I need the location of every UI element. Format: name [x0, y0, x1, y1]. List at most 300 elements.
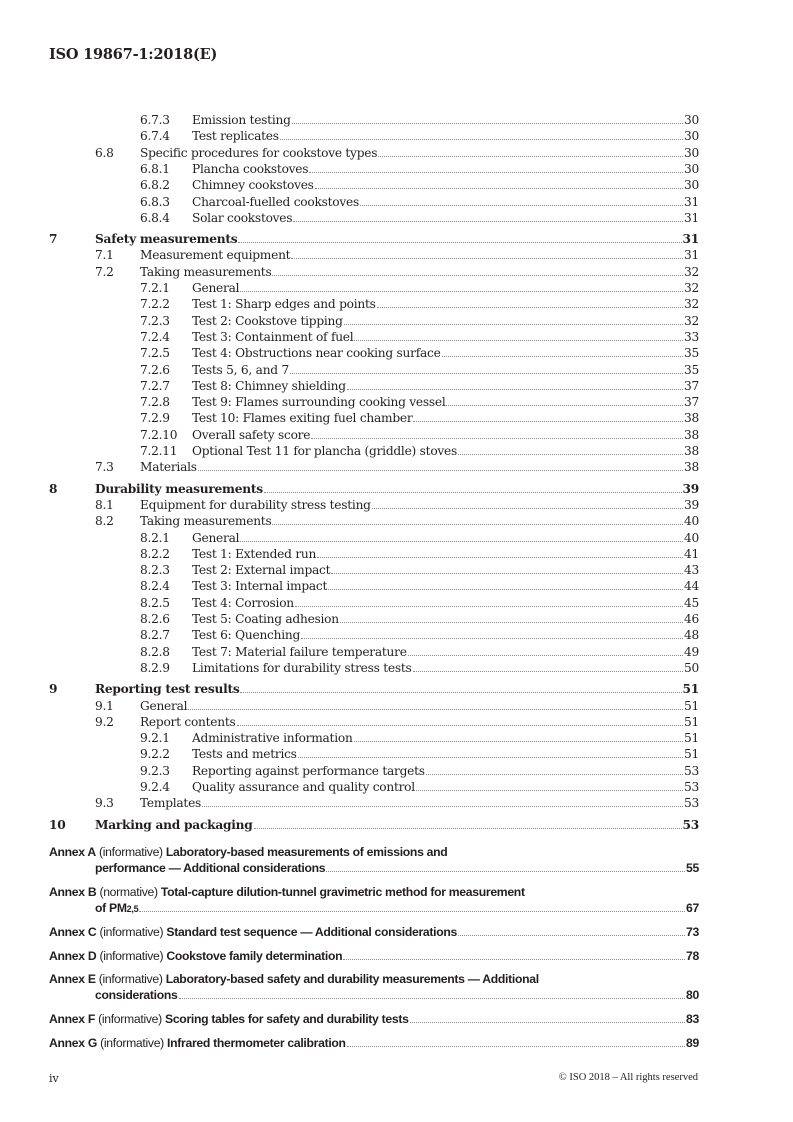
toc-entry-title-line: [95, 481, 699, 497]
toc-entry-number: 7.2.6: [140, 362, 170, 377]
toc-entry-page: 43: [683, 563, 699, 578]
toc-entry-page: 32: [683, 297, 699, 312]
toc-entry-number: 6.8.1: [140, 161, 170, 176]
toc-entry[interactable]: [49, 177, 699, 193]
toc-entry-title-line: [140, 497, 699, 513]
annex-title-continued[interactable]: performance — Additional considerations: [95, 861, 326, 875]
toc-entry-page: 46: [683, 612, 699, 626]
toc-entry-number: 7.2.10: [140, 427, 178, 442]
toc-entry-number: 9.3: [95, 796, 114, 811]
toc-entry-number: 9.2.4: [140, 780, 170, 794]
annex-title[interactable]: Standard test sequence — Additional considerations: [166, 925, 458, 939]
toc-entry-page: 44: [683, 579, 699, 594]
toc-entry-page: 51: [683, 747, 699, 762]
toc-entry-number: 8.2.9: [140, 660, 170, 675]
toc-entry-number: 9.2: [95, 714, 114, 729]
toc-entry-title-line: [140, 459, 699, 475]
annex-kind: (informative): [100, 1036, 164, 1050]
dot-leader: [416, 779, 683, 791]
annex-label: Annex F: [49, 1012, 95, 1026]
toc-entry-title-line: [95, 817, 699, 833]
annex-title[interactable]: Total-capture dilution-tunnel gravimetric method for measurement: [160, 885, 525, 899]
toc-entry-title[interactable]: Durability measurements: [95, 481, 263, 496]
dot-leader: [458, 924, 685, 936]
dot-leader: [295, 595, 683, 607]
toc-entry-title-line: [192, 161, 699, 177]
dot-leader: [139, 900, 685, 912]
annex-kind: (informative): [99, 925, 164, 939]
toc-entry[interactable]: [49, 231, 699, 247]
toc-entry-title[interactable]: Marking and packaging: [95, 817, 253, 832]
toc-entry-page: 48: [683, 628, 699, 643]
toc-entry[interactable]: [49, 611, 699, 627]
dot-leader: [293, 210, 683, 222]
toc-entry[interactable]: [49, 644, 699, 660]
toc-entry-number: 6.8.3: [140, 194, 170, 209]
toc-entry-number: 7.2.11: [140, 444, 178, 458]
toc-entry-number: 10: [49, 817, 66, 832]
toc-entry[interactable]: [49, 627, 699, 643]
annex-entry[interactable]: [49, 884, 699, 916]
toc-entry-title-line: [192, 128, 699, 144]
dot-leader: [264, 481, 682, 493]
toc-entry-title[interactable]: Optional Test 11 for plancha (griddle) stoves: [192, 444, 458, 458]
annex-entry[interactable]: [49, 924, 699, 940]
toc-entry-number: 7.2.1: [140, 281, 170, 295]
annex-label: Annex A: [49, 845, 96, 859]
toc-entry-title-line: [192, 177, 699, 193]
toc-entry-page: 38: [683, 411, 699, 426]
toc-entry-page: 50: [683, 660, 699, 675]
toc-entry[interactable]: [49, 779, 699, 795]
dot-leader: [354, 730, 683, 742]
toc-entry-title[interactable]: Overall safety score: [192, 427, 311, 442]
toc-entry-number: 6.7.3: [140, 113, 170, 127]
dot-leader: [377, 296, 683, 308]
toc-entry-number: 7.2.8: [140, 395, 170, 410]
dot-leader: [188, 698, 683, 710]
annex-heading: [49, 924, 457, 940]
toc-entry-page: 37: [683, 378, 699, 393]
toc-entry[interactable]: [49, 730, 699, 746]
toc-entry-page: 38: [683, 427, 699, 442]
toc-entry-title-line: [192, 530, 699, 546]
toc-entry-page: 35: [683, 362, 699, 377]
toc-entry-title[interactable]: Test 10: Flames exiting fuel chamber: [192, 411, 413, 426]
toc-entry-title[interactable]: Test replicates: [192, 129, 279, 144]
toc-entry-page: 51: [683, 731, 699, 746]
toc-entry-page: 30: [683, 145, 699, 160]
dot-leader: [331, 562, 683, 574]
toc-entry[interactable]: [49, 698, 699, 714]
dot-leader: [301, 627, 683, 639]
toc-entry[interactable]: [49, 264, 699, 280]
toc-entry-title[interactable]: Test 8: Chimney shielding: [192, 378, 346, 393]
toc-entry[interactable]: [49, 296, 699, 312]
annex-title[interactable]: Cookstove family determination: [166, 949, 343, 963]
toc-entry-number: 7: [49, 232, 58, 247]
toc-entry-title[interactable]: Report contents: [140, 714, 236, 729]
annex-title[interactable]: Laboratory-based measurements of emissions and: [165, 845, 448, 859]
toc-entry-title[interactable]: Templates: [140, 796, 202, 811]
toc-entry-page: 35: [683, 346, 699, 361]
toc-entry[interactable]: [49, 660, 699, 676]
toc-entry-title-line: [192, 313, 699, 329]
toc-entry[interactable]: [49, 443, 699, 459]
toc-entry-number: 9.1: [95, 698, 114, 713]
toc-entry-title-line: [140, 247, 699, 263]
toc-entry-page: 49: [683, 644, 699, 659]
toc-entry-number: 8.2.1: [140, 530, 170, 545]
toc-entry-number: 6.8.2: [140, 178, 170, 193]
toc-entry-title[interactable]: Safety measurements: [95, 232, 238, 247]
toc-entry-title[interactable]: Specific procedures for cookstove types: [140, 145, 378, 160]
annex-title-line: [49, 884, 699, 900]
toc-entry-page: 30: [683, 161, 699, 176]
dot-leader: [413, 660, 683, 672]
toc-entry[interactable]: [49, 410, 699, 426]
dot-leader: [311, 427, 683, 439]
dot-leader: [240, 681, 681, 693]
toc-entry-title-line: [192, 611, 699, 627]
toc-entry-title[interactable]: Materials: [140, 460, 197, 475]
dot-leader: [179, 987, 686, 999]
annex-kind: (informative): [99, 949, 164, 963]
toc-entry-title-line: [140, 714, 699, 730]
toc-entry-number: 8.2.4: [140, 579, 170, 594]
toc-entry[interactable]: [49, 128, 699, 144]
toc-entry-title-line: [140, 513, 699, 529]
dot-leader: [344, 313, 683, 325]
toc-entry[interactable]: [49, 362, 699, 378]
dot-leader: [292, 112, 683, 124]
toc-entry[interactable]: [49, 530, 699, 546]
toc-entry[interactable]: [49, 681, 699, 697]
toc-entry[interactable]: [49, 394, 699, 410]
toc-entry-title[interactable]: General: [192, 281, 240, 295]
toc-entry-number: 9.2.3: [140, 763, 170, 778]
annex-entry[interactable]: [49, 1035, 699, 1051]
dot-leader: [290, 362, 683, 374]
toc-entry-title-line: [192, 627, 699, 643]
toc-entry-page: 30: [683, 178, 699, 193]
toc-entry[interactable]: [49, 578, 699, 594]
toc-entry-page: 51: [683, 714, 699, 729]
toc-entry-title[interactable]: Test 4: Obstructions near cooking surface: [192, 346, 441, 361]
toc-entry-title[interactable]: Administrative information: [192, 731, 353, 746]
annex-label: Annex D: [49, 949, 97, 963]
toc-entry-page: 53: [683, 796, 699, 811]
toc-entry[interactable]: [49, 427, 699, 443]
toc-entry-title[interactable]: Quality assurance and quality control: [192, 780, 415, 794]
dot-leader: [272, 513, 683, 525]
toc-entry-page: 37: [683, 395, 699, 410]
dot-leader: [254, 817, 682, 829]
annex-label: Annex C: [49, 925, 97, 939]
toc-entry[interactable]: [49, 562, 699, 578]
dot-leader: [298, 746, 683, 758]
annex-entry[interactable]: [49, 948, 699, 964]
toc-entry-number: 7.2.4: [140, 329, 170, 344]
toc-entry-page: 32: [683, 264, 699, 279]
toc-entry-page: 53: [683, 780, 699, 794]
toc-entry[interactable]: [49, 329, 699, 345]
toc-entry-title-line: [192, 112, 699, 128]
annex-page: 67: [686, 901, 699, 915]
annex-title-line: [49, 844, 699, 860]
dot-leader: [426, 763, 683, 775]
toc-entry-number: 6.7.4: [140, 129, 170, 144]
toc-entry-number: 8.2.6: [140, 612, 170, 626]
toc-entry-number: 8.2.2: [140, 546, 170, 561]
toc-entry-title[interactable]: Plancha cookstoves: [192, 161, 309, 176]
dot-leader: [446, 394, 683, 406]
toc-entry-page: 32: [683, 281, 699, 295]
toc-entry[interactable]: [49, 345, 699, 361]
toc-entry-number: 7.2.7: [140, 378, 170, 393]
annex-label: Annex G: [49, 1036, 98, 1050]
toc-entry-title-line: [192, 427, 699, 443]
dot-leader: [309, 161, 683, 173]
dot-leader: [202, 795, 683, 807]
toc-entry[interactable]: [49, 795, 699, 811]
toc-entry[interactable]: [49, 714, 699, 730]
toc-entry-title[interactable]: Test 3: Internal impact: [192, 579, 328, 594]
toc-entry-number: 8.2.7: [140, 628, 170, 643]
toc-entry-title[interactable]: General: [192, 530, 240, 545]
toc-entry-page: 39: [682, 481, 699, 496]
toc-entry-number: 7.3: [95, 460, 114, 475]
toc-entry[interactable]: [49, 746, 699, 762]
annex-title-continuation: of PM 2,5 67: [95, 901, 699, 915]
annex-page: 55: [686, 861, 699, 875]
dot-leader: [343, 948, 685, 960]
dot-leader: [240, 530, 683, 542]
toc-entry-page: 40: [683, 514, 699, 529]
annex-heading: [49, 1011, 409, 1027]
dot-leader: [354, 329, 683, 341]
annex-title[interactable]: Scoring tables for safety and durability tests: [165, 1012, 409, 1026]
dot-leader: [272, 264, 683, 276]
toc-entry-title-line: [192, 595, 699, 611]
toc-entry-title-line: [192, 296, 699, 312]
toc-entry[interactable]: [49, 194, 699, 210]
annex-heading: [49, 948, 342, 964]
toc-entry-number: 9: [49, 682, 58, 697]
toc-entry-title-line: [192, 280, 699, 296]
toc-entry-number: 8.2.5: [140, 595, 170, 610]
toc-entry-page: 31: [682, 232, 699, 247]
annex-kind: (informative): [98, 1012, 162, 1026]
toc-entry-page: 45: [683, 595, 699, 610]
annex-title[interactable]: Laboratory-based safety and durability measurements — Additional: [165, 972, 539, 986]
toc-entry-title-line: [192, 746, 699, 762]
dot-leader: [238, 231, 681, 243]
toc-entry-title[interactable]: Test 2: Cookstove tipping: [192, 313, 343, 328]
toc-entry-title-line: [192, 546, 699, 562]
annex-kind: (normative): [99, 885, 158, 899]
annex-title-continued[interactable]: of PM: [95, 901, 127, 915]
toc-entry-title[interactable]: Measurement equipment: [140, 248, 291, 263]
annex-title-line: [49, 971, 699, 987]
toc-entry-title[interactable]: Equipment for durability stress testing: [140, 497, 371, 512]
toc-entry[interactable]: [49, 459, 699, 475]
toc-entry-title-line: [192, 210, 699, 226]
toc-entry-number: 7.1: [95, 248, 114, 263]
annex-entry[interactable]: [49, 1011, 699, 1027]
dot-leader: [347, 1035, 685, 1047]
annex-title-line: [49, 1035, 699, 1051]
dot-leader: [408, 644, 683, 656]
annex-title-line: [49, 924, 699, 940]
toc-entry-number: 6.8.4: [140, 210, 170, 225]
toc-entry-page: 38: [683, 444, 699, 458]
dot-leader: [280, 128, 683, 140]
toc-entry[interactable]: [49, 280, 699, 296]
toc-entry-title[interactable]: Charcoal-fuelled cookstoves: [192, 194, 359, 209]
toc-entry-title-line: [192, 410, 699, 426]
toc-entry-title-line: [95, 231, 699, 247]
toc-entry[interactable]: [49, 763, 699, 779]
annex-page: 83: [686, 1012, 699, 1026]
toc-entry-number: 9.2.2: [140, 747, 170, 762]
annex-kind: (informative): [98, 845, 163, 859]
annex-entry[interactable]: [49, 971, 699, 1003]
toc-entry-title[interactable]: Test 3: Containment of fuel: [192, 329, 354, 344]
toc-entry-page: 41: [683, 546, 699, 561]
dot-leader: [372, 497, 683, 509]
dot-leader: [442, 345, 683, 357]
toc-entry-page: 31: [683, 210, 699, 225]
toc-entry-title-line: [192, 378, 699, 394]
annex-label: Annex B: [49, 885, 97, 899]
toc-entry-title-line: [192, 345, 699, 361]
annex-title-continued[interactable]: considerations: [95, 988, 178, 1002]
toc-entry-title-line: [140, 795, 699, 811]
toc-entry-page: 33: [683, 329, 699, 344]
toc-entry-number: 8.2.3: [140, 563, 170, 578]
toc-entry-page: 30: [683, 129, 699, 144]
footer-page-number: iv: [49, 1072, 59, 1085]
toc-entry-page: 38: [683, 460, 699, 475]
toc-entry[interactable]: [49, 595, 699, 611]
toc-entry[interactable]: [49, 817, 699, 833]
toc-entry-page: 39: [683, 497, 699, 512]
toc-entry[interactable]: [49, 378, 699, 394]
toc-entry-title[interactable]: Test 9: Flames surrounding cooking vessel: [192, 395, 446, 410]
toc-entry-title[interactable]: Test 2: External impact: [192, 563, 331, 578]
toc-entry-title-line: [192, 362, 699, 378]
toc-entry-title-line: [95, 681, 699, 697]
annex-heading: [49, 1035, 346, 1051]
annex-title-continuation: [49, 987, 699, 1003]
toc-entry-title-line: [140, 264, 699, 280]
dot-leader: [291, 247, 683, 259]
toc-entry-number: 7.2.5: [140, 346, 170, 361]
toc-entry[interactable]: [49, 161, 699, 177]
toc-entry-number: 9.2.1: [140, 731, 170, 746]
toc-entry[interactable]: [49, 313, 699, 329]
toc-entry-title-line: [140, 145, 699, 161]
toc-entry-title[interactable]: Taking measurements: [140, 264, 272, 279]
toc-entry[interactable]: [49, 145, 699, 161]
toc-entry-number: 8.2.8: [140, 644, 170, 659]
toc-entry-title[interactable]: Test 7: Material failure temperature: [192, 644, 407, 659]
toc-entry[interactable]: [49, 112, 699, 128]
toc-entry-page: 40: [683, 530, 699, 545]
toc-entry-number: 8: [49, 481, 58, 496]
dot-leader: [328, 578, 683, 590]
toc-entry-title-line: [192, 329, 699, 345]
toc-entry-title[interactable]: Chimney cookstoves: [192, 178, 314, 193]
toc-entry-title-line: [192, 644, 699, 660]
toc-entry-title-line: [192, 660, 699, 676]
toc-entry-number: 6.8: [95, 145, 114, 160]
toc-entry-page: 32: [683, 313, 699, 328]
toc-entry-page: 53: [683, 763, 699, 778]
toc-entry-title-line: [192, 779, 699, 795]
toc-entry-title[interactable]: Reporting against performance targets: [192, 763, 425, 778]
toc-entry-title[interactable]: Tests 5, 6, and 7: [192, 362, 289, 377]
dot-leader: [413, 410, 683, 422]
toc-entry-page: 53: [682, 817, 699, 832]
toc-entry[interactable]: [49, 497, 699, 513]
dot-leader: [340, 611, 683, 623]
toc-entry-number: 7.2.2: [140, 297, 170, 312]
annex-entry[interactable]: [49, 844, 699, 876]
toc-entry-title[interactable]: Reporting test results: [95, 682, 240, 697]
toc-entry[interactable]: [49, 210, 699, 226]
annex-title-continuation: [49, 860, 699, 876]
toc-entry-title[interactable]: Tests and metrics: [192, 747, 297, 762]
toc-entry-title[interactable]: Emission testing: [192, 113, 291, 127]
toc-entry-title[interactable]: Test 1: Sharp edges and points: [192, 297, 376, 312]
annex-title[interactable]: Infrared thermometer calibration: [167, 1036, 346, 1050]
annex-title-line: [49, 1011, 699, 1027]
toc-entry-number: 7.2.9: [140, 411, 170, 426]
dot-leader: [360, 194, 683, 206]
toc-entry-title-line: [192, 443, 699, 459]
toc-entry-title-line: [192, 730, 699, 746]
document-id-header: ISO 19867-1:2018(E): [49, 46, 218, 63]
toc-entry-page: 51: [683, 698, 699, 713]
toc-entry-title[interactable]: Limitations for durability stress tests: [192, 660, 412, 675]
toc-entry-title-line: [192, 578, 699, 594]
toc-entry-title[interactable]: General: [140, 698, 188, 713]
dot-leader: [347, 378, 683, 390]
toc-entry-title[interactable]: Test 4: Corrosion: [192, 595, 294, 610]
toc-entry-title-line: [192, 763, 699, 779]
dot-leader: [410, 1011, 685, 1023]
toc-entry-number: 7.2.3: [140, 313, 170, 328]
toc-entry[interactable]: [49, 481, 699, 497]
toc-entry-title[interactable]: Solar cookstoves: [192, 210, 293, 225]
footer-copyright: © ISO 2018 – All rights reserved: [558, 1072, 698, 1083]
dot-leader: [326, 860, 685, 872]
toc-entry-title-line: [140, 698, 699, 714]
toc-entry-title[interactable]: Test 1: Extended run: [192, 546, 317, 561]
toc-entry-title[interactable]: Taking measurements: [140, 514, 272, 529]
annex-page: 89: [686, 1036, 699, 1050]
toc-entry-title[interactable]: Test 6: Quenching: [192, 628, 301, 643]
toc-entry[interactable]: [49, 247, 699, 263]
toc-entry-page: 51: [682, 682, 699, 697]
annex-page: 80: [686, 988, 699, 1002]
toc-entry[interactable]: [49, 546, 699, 562]
dot-leader: [237, 714, 683, 726]
toc-entry[interactable]: [49, 513, 699, 529]
toc-entry-title[interactable]: Test 5: Coating adhesion: [192, 612, 339, 626]
